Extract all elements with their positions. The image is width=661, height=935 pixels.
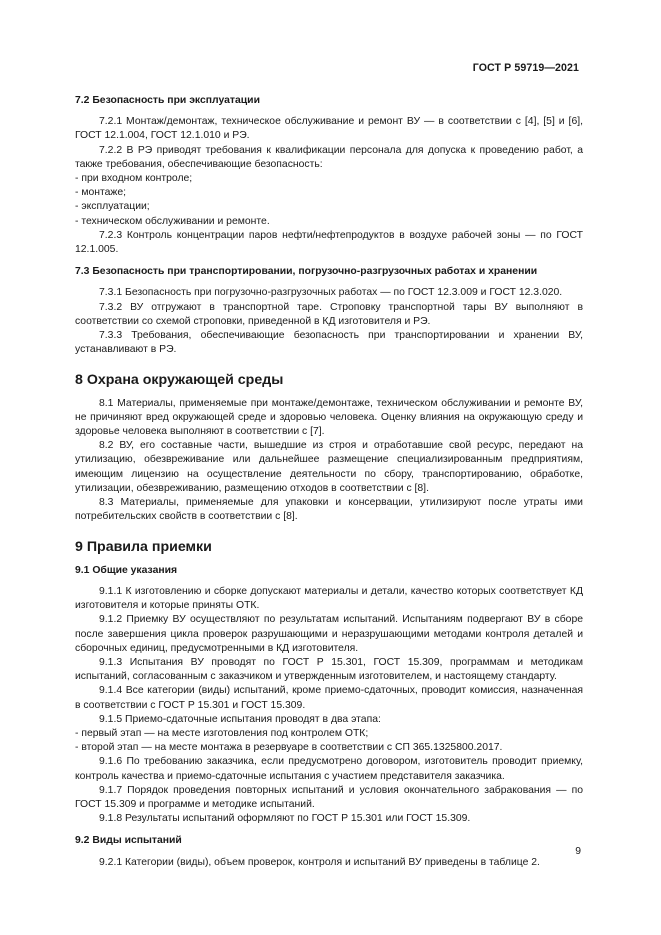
- list-item: - эксплуатации;: [75, 201, 150, 213]
- para-9-1-8: 9.1.8 Результаты испытаний оформляют по ГОСТ Р 15.301 или ГОСТ 15.309.: [99, 813, 471, 825]
- para-8-3: 8.3 Материалы, применяемые для упаковки и консервации, утилизируют после утраты ими потребительских свойств в соответствии с [8].: [75, 497, 583, 523]
- list-item: - техническом обслуживании и ремонте.: [75, 215, 270, 227]
- para-9-2-1: 9.2.1 Категории (виды), объем проверок, контроля и испытаний ВУ приведены в таблице 2.: [99, 856, 540, 868]
- para-7-2-3: 7.2.3 Контроль концентрации паров нефти/нефтепродуктов в воздухе рабочей зоны — по ГОСТ 12.1.005.: [75, 229, 583, 256]
- para-7-3-3: 7.3.3 Требования, обеспечивающие безопасность при транспортировании и хранении ВУ, устанавливают в РЭ.: [75, 330, 583, 356]
- page-content: [75, 94, 583, 870]
- para-9-1-4: 9.1.4 Все категории (виды) испытаний, кроме приемо-сдаточных, проводит комиссия, назначенная в соответствии с ГОСТ Р 15.301 и ГОСТ 15.309.: [75, 685, 583, 711]
- section-9-2-title: 9.2 Виды испытаний: [75, 835, 182, 847]
- list-item: - первый этап — на месте изготовления под контролем ОТК;: [75, 727, 369, 739]
- para-8-2: 8.2 ВУ, его составные части, вышедшие из строя и отработавшие свой ресурс, передают на утилизацию, обезвреживание или дальнейшее размещение специализированным предприятиям, имеющим лицензию на осуществление деятельности по сбору, транспортированию, обработке, утилизации, обезвреживанию, размещению отходов в соответствии с [8].: [75, 440, 583, 494]
- list-item: - при входном контроле;: [75, 173, 193, 185]
- para-7-3-1: 7.3.1 Безопасность при погрузочно-разгрузочных работах — по ГОСТ 12.3.009 и ГОСТ 12.3.020.: [99, 287, 563, 299]
- list-item: - второй этап — на месте монтажа в резервуаре в соответствии с СП 365.1325800.2017.: [75, 742, 503, 754]
- para-7-2-2: 7.2.2 В РЭ приводят требования к квалификации персонала для допуска к проведению работ, а также требования, обеспечивающие безопасность:: [75, 144, 583, 170]
- para-7-3-2: 7.3.2 ВУ отгружают в транспортной таре. Строповку транспортной тары ВУ выполняют в соответствии со схемой строповки, приведенной в КД изготовителя и РЭ.: [75, 301, 583, 327]
- para-9-1-5: 9.1.5 Приемо-сдаточные испытания проводят в два этапа:: [99, 713, 381, 725]
- para-9-1-7: 9.1.7 Порядок проведения повторных испытаний и условия окончательного забракования — по ГОСТ 15.309 и программе и методике испытаний.: [75, 784, 583, 810]
- section-8-title: 8 Охрана окружающей среды: [75, 372, 284, 389]
- section-7-3-title: 7.3 Безопасность при транспортировании, погрузочно-разгрузочных работах и хранении: [75, 266, 538, 278]
- section-9-1-title: 9.1 Общие указания: [75, 564, 178, 576]
- standard-number: ГОСТ Р 59719—2021: [472, 62, 579, 74]
- para-9-1-3: 9.1.3 Испытания ВУ проводят по ГОСТ Р 15.301, ГОСТ 15.309, программам и методикам испытаний, согласованным с заказчиком и утвержденным изготовителем, и настоящему стандарту.: [75, 656, 583, 683]
- para-8-1: 8.1 Материалы, применяемые при монтаже/демонтаже, техническом обслуживании и ремонте ВУ, не причиняют вред окружающей среде и здоровью человека. Оценку влияния на окружающую среду и здоровье человека выполняют в соответствии с [7].: [75, 397, 583, 438]
- page-number: 9: [575, 846, 581, 857]
- para-9-1-1: 9.1.1 К изготовлению и сборке допускают материалы и детали, качество которых соответствует КД изготовителя и которые приняты ОТК.: [75, 585, 583, 612]
- para-9-1-2: 9.1.2 Приемку ВУ осуществляют по результатам испытаний. Испытаниям подвергают ВУ в сборе после завершения цикла проверок разрушающими и неразрушающими методами контроля деталей и сборочных единиц, предусмотренными в КД изготовителя.: [75, 614, 583, 654]
- section-7-2-title: 7.2 Безопасность при эксплуатации: [75, 95, 260, 106]
- section-9-title: 9 Правила приемки: [75, 539, 212, 556]
- list-item: - монтаже;: [75, 187, 127, 199]
- para-7-2-1: 7.2.1 Монтаж/демонтаж, техническое обслуживание и ремонт ВУ — в соответствии с [4], [5] и [6], ГОСТ 12.1.004, ГОСТ 12.1.010 и РЭ.: [75, 116, 583, 142]
- para-9-1-6: 9.1.6 По требованию заказчика, если предусмотрено договором, изготовитель проводит приемку, контроль качества и приемо-сдаточные испытания с участием представителя заказчика.: [75, 756, 583, 782]
